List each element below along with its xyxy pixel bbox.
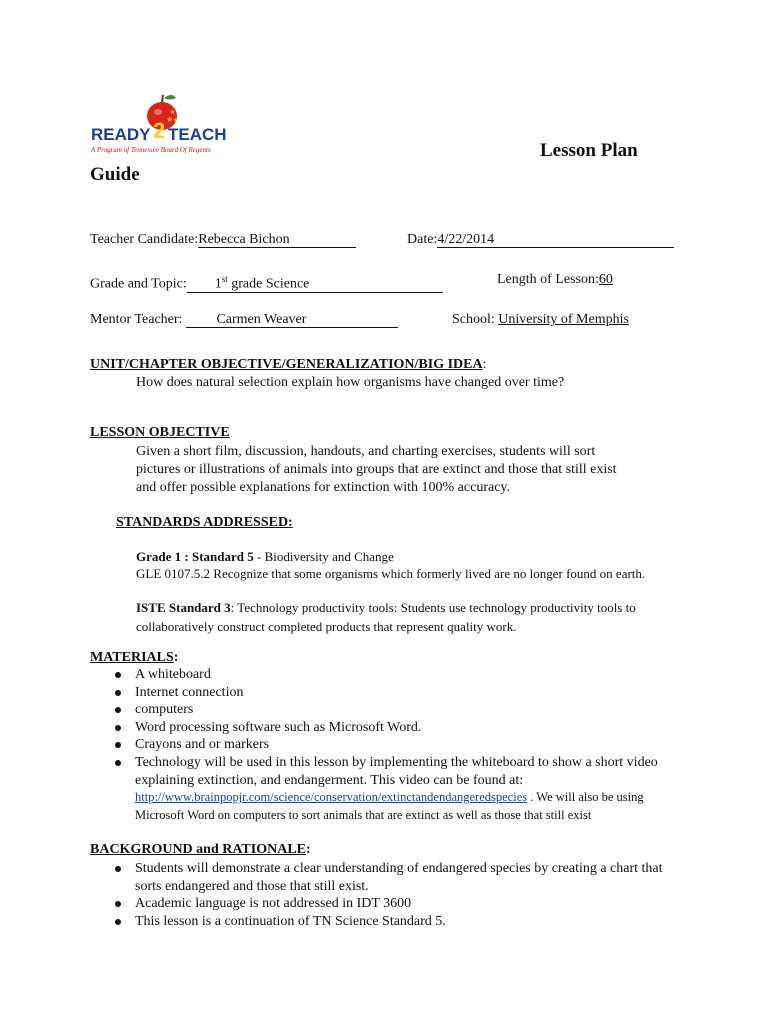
- logo-number: 2: [153, 118, 166, 143]
- ready2teach-logo: [90, 92, 240, 160]
- svg-text:★: ★: [173, 118, 179, 124]
- gle-standard: GLE 0107.5.2 Recognize that some organisms which formerly lived are no longer found on earth.: [136, 566, 646, 581]
- lesson-objective-heading: LESSON OBJECTIVE: [90, 425, 230, 440]
- logo-word-right: TEACH: [168, 125, 227, 144]
- logo-tagline: A Program of Tennessee Board Of Regents: [91, 146, 211, 154]
- mentor-teacher-value: Carmen Weaver: [186, 312, 398, 328]
- date-field: [407, 232, 674, 248]
- date-label: Date:: [407, 232, 438, 247]
- lesson-length-label: Length of Lesson:: [497, 272, 599, 287]
- document-title: Lesson Plan: [540, 140, 638, 161]
- unit-objective-text: How does natural selection explain how organisms have changed over time?: [136, 375, 565, 390]
- lesson-objective-text: Given a short film, discussion, handouts, and charting exercises, students will sort pictures or illustrations of animals into groups that are extinct and those that still exist and offer possible explanations for extinction with 100% accuracy.: [136, 444, 617, 495]
- lesson-length-value: 60: [598, 272, 613, 287]
- lesson-length-field: [497, 272, 613, 288]
- materials-list: [90, 666, 690, 824]
- list-item: Academic language is not addressed in IDT 3600: [90, 895, 690, 913]
- grade-topic-label: Grade and Topic:: [90, 276, 187, 292]
- bullet-icon: [115, 725, 121, 731]
- list-item: Crayons and or markers: [90, 736, 690, 754]
- grade-topic-field: [90, 272, 443, 293]
- mentor-teacher-label: Mentor Teacher:: [90, 312, 183, 327]
- grade-standard: [136, 549, 394, 565]
- background-list: [90, 860, 690, 930]
- background-heading: BACKGROUND and RATIONALE:: [90, 842, 311, 857]
- school-label: School:: [452, 312, 495, 327]
- list-item: computers: [90, 701, 690, 719]
- bullet-icon: [115, 742, 121, 748]
- bullet-icon: [115, 672, 121, 678]
- bullet-icon: [115, 760, 121, 766]
- svg-text:★: ★: [170, 110, 176, 116]
- teacher-candidate-label: Teacher Candidate:: [90, 232, 199, 247]
- teacher-candidate-field: [90, 232, 356, 248]
- school-value: University of Memphis: [498, 312, 629, 327]
- bullet-icon: [115, 919, 121, 925]
- unit-objective-heading: UNIT/CHAPTER OBJECTIVE/GENERALIZATION/BIG IDEA:: [90, 357, 487, 372]
- date-value: 4/22/2014: [437, 232, 674, 248]
- list-item: This lesson is a continuation of TN Science Standard 5.: [90, 913, 690, 931]
- school-field: [452, 312, 629, 328]
- svg-text:★: ★: [166, 115, 174, 124]
- standards-heading: STANDARDS ADDRESSED:: [116, 515, 293, 530]
- materials-heading: MATERIALS:: [90, 650, 179, 665]
- iste-standard-label: ISTE Standard 3: [136, 600, 231, 615]
- list-item: Word processing software such as Microsoft Word.: [90, 719, 690, 737]
- grade-standard-desc: - Biodiversity and Change: [253, 549, 394, 564]
- teacher-candidate-value: Rebecca Bichon: [198, 232, 356, 248]
- bullet-icon: [115, 690, 121, 696]
- bullet-icon: [115, 901, 121, 907]
- grade-standard-label: Grade 1 : Standard 5: [136, 549, 254, 564]
- video-link[interactable]: http://www.brainpopjr.com/science/conservation/extinctandendangeredspecies: [135, 790, 528, 805]
- list-item: Internet connection: [90, 684, 690, 702]
- mentor-teacher-field: [90, 312, 398, 328]
- bullet-icon: [115, 707, 121, 713]
- document-subtitle: Guide: [90, 164, 140, 185]
- grade-topic-value: 1st grade Science: [187, 272, 443, 293]
- iste-standard-desc: : Technology productivity tools: Students use technology productivity tools to collaboratively construct completed products that represent quality work.: [136, 600, 636, 634]
- list-item: A whiteboard: [90, 666, 690, 684]
- video-link-line: http://www.brainpopjr.com/science/conservation/extinctandendangeredspecies . We will also be using Microsoft Word on computers to sort animals that are extinct as well as those that still exist: [135, 790, 644, 822]
- bullet-icon: [115, 866, 121, 872]
- iste-standard: [136, 598, 681, 636]
- list-item: Technology will be used in this lesson by implementing the whiteboard to show a short video explaining extinction, and endangerment. This video can be found at:: [90, 754, 690, 789]
- logo-word-left: READY: [91, 125, 151, 144]
- list-item: Students will demonstrate a clear understanding of endangered species by creating a chart that sorts endangered and those that still exist.: [90, 860, 690, 895]
